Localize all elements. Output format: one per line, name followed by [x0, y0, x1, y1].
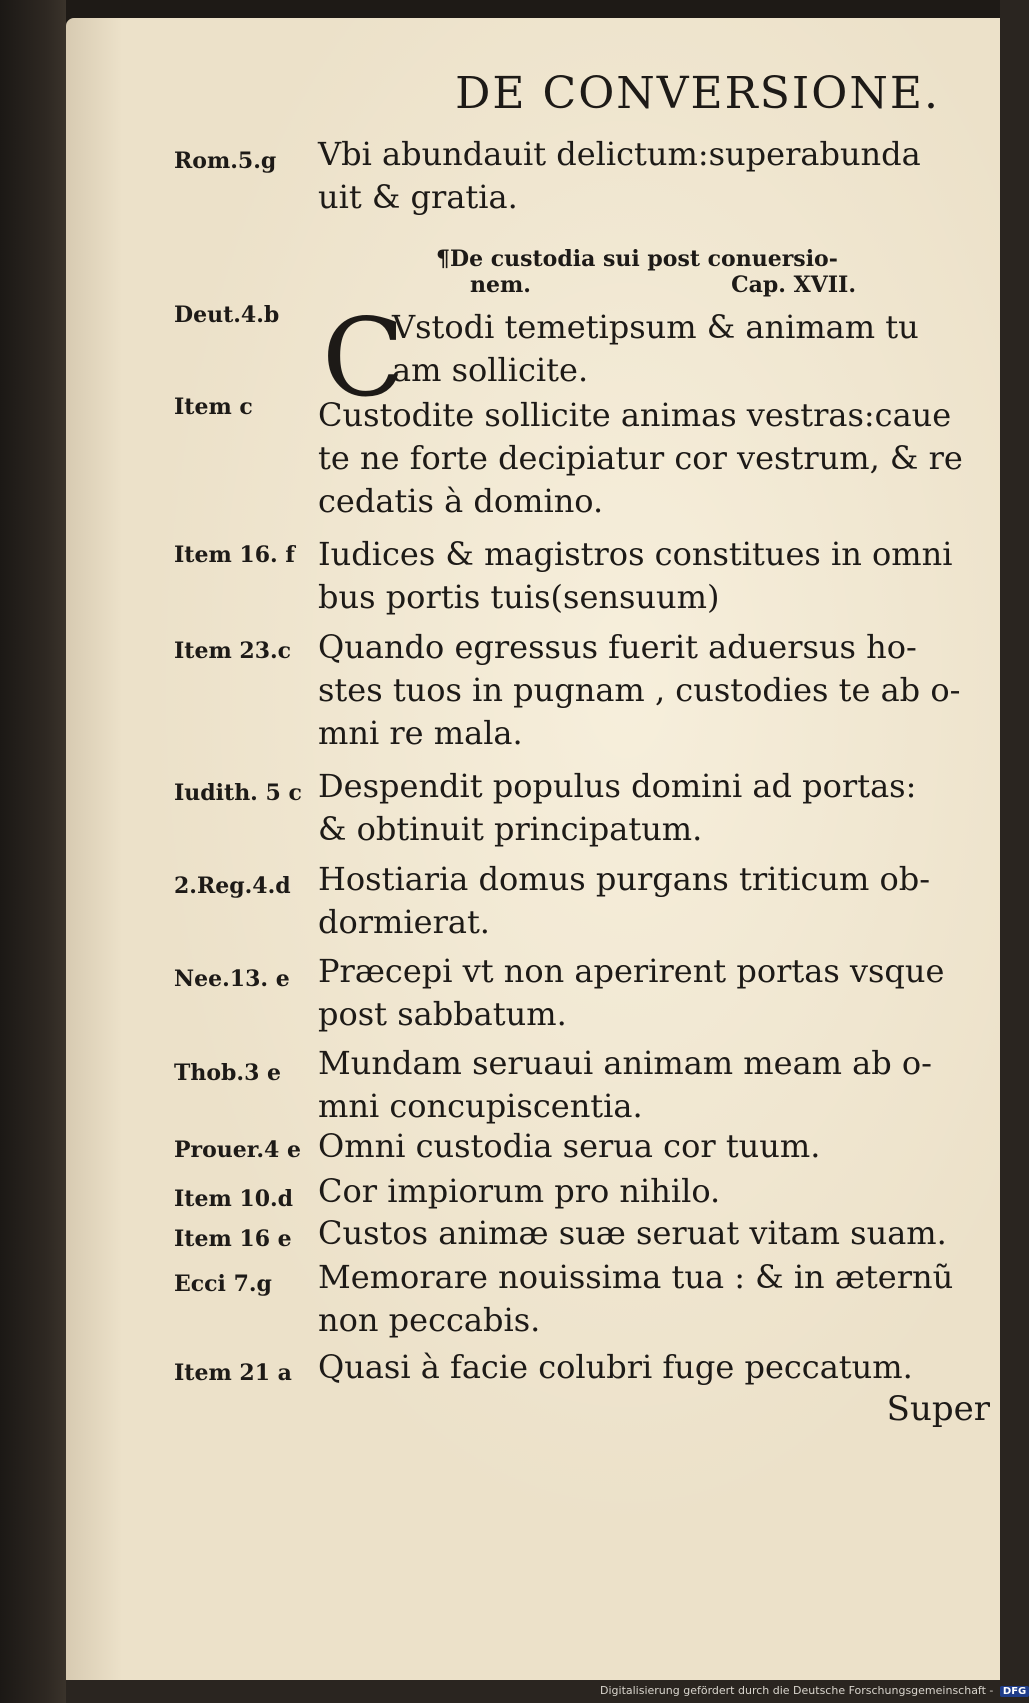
text-line: Vstodi temetipsum & animam tu [392, 308, 919, 346]
text-line: mni re mala. [318, 714, 523, 752]
entry-text [318, 858, 990, 944]
entry-text [318, 626, 990, 755]
dfg-logo: DFG [1000, 1686, 1029, 1697]
text-line: dormierat. [318, 903, 490, 941]
text-line: am sollicite. [392, 351, 589, 389]
margin-reference: Item 16. f [174, 542, 295, 568]
margin-reference: Item 10.d [174, 1186, 294, 1212]
entry-text [392, 306, 992, 392]
text-line: Hostiaria domus purgans triticum ob- [318, 860, 931, 898]
entry-text [318, 1212, 990, 1255]
entry-text [318, 133, 990, 219]
entry-text [318, 1125, 990, 1168]
entry-text [318, 533, 990, 619]
margin-reference: Iudith. 5 c [174, 780, 302, 806]
chapter-number: Cap. XVII. [731, 272, 856, 298]
entry-text [318, 1346, 990, 1389]
margin-reference: Deut.4.b [174, 302, 280, 328]
margin-reference: Item c [174, 394, 253, 420]
entry-text [318, 394, 990, 523]
chapter-title [436, 246, 856, 298]
margin-reference: Item 21 a [174, 1360, 292, 1386]
chapter-title-word: nem. [470, 272, 531, 298]
chapter-title-line: ¶De custodia sui post conuersio- [436, 246, 838, 272]
text-line: uit & gratia. [318, 178, 518, 216]
margin-reference: Item 23.c [174, 638, 292, 664]
text-line: Memorare nouissima tua : & in æternũ [318, 1258, 954, 1296]
text-line: cedatis à domino. [318, 482, 604, 520]
credit-text: Digitalisierung gefördert durch die Deutsche Forschungsgemeinschaft - [600, 1684, 994, 1697]
text-line: Despendit populus domini ad portas: [318, 767, 917, 805]
drop-capital: C [322, 296, 405, 421]
book-gutter [0, 0, 66, 1703]
text-line: bus portis tuis(sensuum) [318, 578, 720, 616]
running-heading: DE CONVERSIONE. [455, 68, 940, 119]
text-line: stes tuos in pugnam , custodies te ab o- [318, 671, 961, 709]
margin-reference: Nee.13. e [174, 966, 290, 992]
text-line: post sabbatum. [318, 995, 567, 1033]
text-line: non peccabis. [318, 1301, 541, 1339]
entry-text [318, 950, 990, 1036]
text-line: mni concupiscentia. [318, 1087, 643, 1125]
text-line: Custos animæ suæ seruat vitam suam. [318, 1214, 947, 1252]
text-line: Præcepi vt non aperirent portas vsque [318, 952, 945, 990]
text-line: Iudices & magistros constitues in omni [318, 535, 953, 573]
text-line: Quando egressus fuerit aduersus ho- [318, 628, 917, 666]
margin-reference: Prouer.4 e [174, 1137, 301, 1163]
text-line: Quasi à facie colubri fuge peccatum. [318, 1348, 913, 1386]
text-line: Omni custodia serua cor tuum. [318, 1127, 821, 1165]
catchword: Super [886, 1389, 990, 1429]
chapter-title-line [436, 272, 856, 298]
entry-text [318, 1042, 990, 1128]
margin-reference: Rom.5.g [174, 148, 277, 174]
margin-reference: Thob.3 e [174, 1060, 282, 1086]
text-line: Mundam seruaui animam meam ab o- [318, 1044, 932, 1082]
text-line: Custodite sollicite animas vestras:caue [318, 396, 952, 434]
entry-text [318, 765, 990, 851]
text-line: Vbi abundauit delictum:superabunda [318, 135, 921, 173]
entry-text [318, 1170, 990, 1213]
text-line: & obtinuit principatum. [318, 810, 703, 848]
text-line: te ne forte decipiatur cor vestrum, & re [318, 439, 963, 477]
margin-reference: Ecci 7.g [174, 1271, 272, 1297]
digitization-credit [600, 1684, 1027, 1697]
text-line: Cor impiorum pro nihilo. [318, 1172, 721, 1210]
entry-text [318, 1256, 990, 1342]
margin-reference: Item 16 e [174, 1226, 292, 1252]
margin-reference: 2.Reg.4.d [174, 873, 291, 899]
